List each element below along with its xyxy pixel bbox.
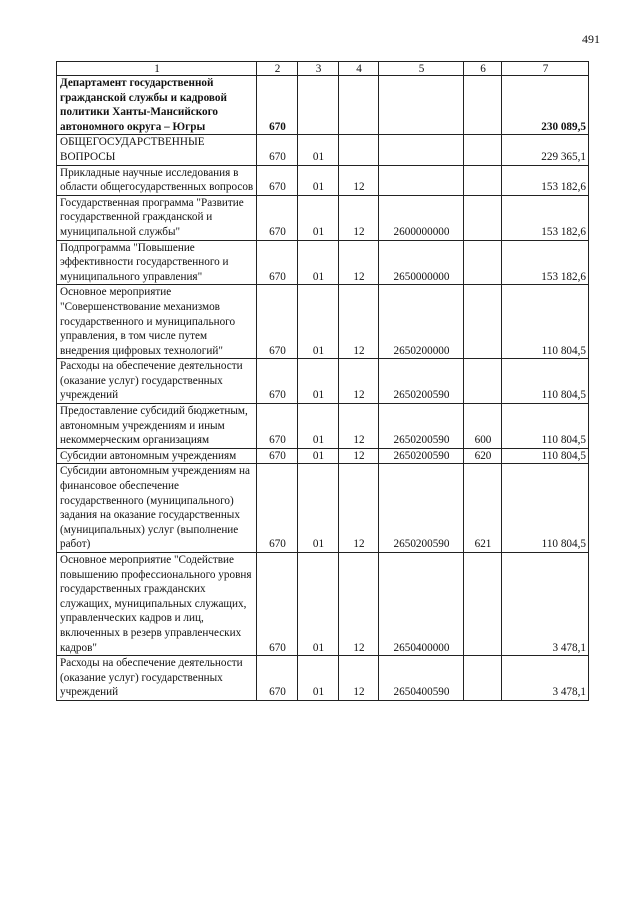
subsection-cell bbox=[339, 76, 379, 135]
section-cell: 01 bbox=[298, 285, 339, 359]
target-article-cell: 2650200590 bbox=[379, 404, 464, 449]
code-admin-cell: 670 bbox=[257, 135, 298, 165]
row-name-cell: Субсидии автономным учреждениям bbox=[57, 448, 257, 464]
amount-cell: 3 478,1 bbox=[502, 656, 589, 701]
expense-type-cell bbox=[464, 165, 502, 195]
subsection-cell: 12 bbox=[339, 240, 379, 285]
subsection-cell: 12 bbox=[339, 404, 379, 449]
table-body bbox=[57, 76, 589, 701]
target-article-cell bbox=[379, 76, 464, 135]
column-header: 7 bbox=[502, 62, 589, 76]
row-name-cell: Расходы на обеспечение деятельности (оказание услуг) государственных учреждений bbox=[57, 359, 257, 404]
target-article-cell: 2650200000 bbox=[379, 285, 464, 359]
header-row bbox=[57, 62, 589, 76]
target-article-cell: 2650000000 bbox=[379, 240, 464, 285]
subsection-cell: 12 bbox=[339, 165, 379, 195]
table-row bbox=[57, 553, 589, 656]
table-row bbox=[57, 404, 589, 449]
expense-type-cell: 621 bbox=[464, 464, 502, 553]
subsection-cell bbox=[339, 135, 379, 165]
row-name-cell: Государственная программа "Развитие государственной гражданской и муниципальной службы" bbox=[57, 195, 257, 240]
amount-cell: 153 182,6 bbox=[502, 165, 589, 195]
subsection-cell: 12 bbox=[339, 285, 379, 359]
table-row bbox=[57, 448, 589, 464]
target-article-cell: 2650400590 bbox=[379, 656, 464, 701]
expense-type-cell: 600 bbox=[464, 404, 502, 449]
row-name-cell: Предоставление субсидий бюджетным, автономным учреждениям и иным некоммерческим организациям bbox=[57, 404, 257, 449]
column-header: 4 bbox=[339, 62, 379, 76]
expense-type-cell: 620 bbox=[464, 448, 502, 464]
code-admin-cell: 670 bbox=[257, 448, 298, 464]
amount-cell: 3 478,1 bbox=[502, 553, 589, 656]
code-admin-cell: 670 bbox=[257, 165, 298, 195]
row-name-cell: Основное мероприятие "Содействие повышению профессионального уровня государственных гражданских служащих, муниципальных служащих, управленческих кадров и лиц, включенных в резерв управленческих кадров" bbox=[57, 553, 257, 656]
table-row bbox=[57, 359, 589, 404]
column-header: 3 bbox=[298, 62, 339, 76]
code-admin-cell: 670 bbox=[257, 195, 298, 240]
row-name-cell: Подпрограмма "Повышение эффективности государственного и муниципального управления" bbox=[57, 240, 257, 285]
column-header: 1 bbox=[57, 62, 257, 76]
column-header: 2 bbox=[257, 62, 298, 76]
row-name-cell: Основное мероприятие "Совершенствование механизмов государственного и муниципального управления, в том числе путем внедрения цифровых технологий" bbox=[57, 285, 257, 359]
subsection-cell: 12 bbox=[339, 464, 379, 553]
amount-cell: 153 182,6 bbox=[502, 195, 589, 240]
table-row bbox=[57, 656, 589, 701]
target-article-cell: 2650200590 bbox=[379, 359, 464, 404]
amount-cell: 110 804,5 bbox=[502, 464, 589, 553]
expense-type-cell bbox=[464, 195, 502, 240]
expense-type-cell bbox=[464, 76, 502, 135]
section-cell: 01 bbox=[298, 656, 339, 701]
target-article-cell: 2650400000 bbox=[379, 553, 464, 656]
code-admin-cell: 670 bbox=[257, 553, 298, 656]
row-name-cell: Субсидии автономным учреждениям на финансовое обеспечение государственного (муниципального) задания на оказание государственных (муниципальных) услуг (выполнение работ) bbox=[57, 464, 257, 553]
column-header: 6 bbox=[464, 62, 502, 76]
table-row bbox=[57, 165, 589, 195]
section-cell bbox=[298, 76, 339, 135]
subsection-cell: 12 bbox=[339, 656, 379, 701]
table-row bbox=[57, 285, 589, 359]
subsection-cell: 12 bbox=[339, 448, 379, 464]
section-cell: 01 bbox=[298, 464, 339, 553]
expense-type-cell bbox=[464, 553, 502, 656]
row-name-cell: Департамент государственной гражданской службы и кадровой политики Ханты-Мансийского автономного округа – Югры bbox=[57, 76, 257, 135]
code-admin-cell: 670 bbox=[257, 76, 298, 135]
page-number: 491 bbox=[582, 32, 600, 46]
code-admin-cell: 670 bbox=[257, 464, 298, 553]
section-cell: 01 bbox=[298, 553, 339, 656]
expense-type-cell bbox=[464, 285, 502, 359]
target-article-cell: 2600000000 bbox=[379, 195, 464, 240]
section-cell: 01 bbox=[298, 448, 339, 464]
table-row bbox=[57, 464, 589, 553]
code-admin-cell: 670 bbox=[257, 240, 298, 285]
amount-cell: 110 804,5 bbox=[502, 285, 589, 359]
table-row bbox=[57, 240, 589, 285]
expense-type-cell bbox=[464, 656, 502, 701]
section-cell: 01 bbox=[298, 165, 339, 195]
section-cell: 01 bbox=[298, 359, 339, 404]
expense-type-cell bbox=[464, 135, 502, 165]
section-cell: 01 bbox=[298, 404, 339, 449]
expense-type-cell bbox=[464, 240, 502, 285]
subsection-cell: 12 bbox=[339, 553, 379, 656]
amount-cell: 110 804,5 bbox=[502, 359, 589, 404]
subsection-cell: 12 bbox=[339, 359, 379, 404]
code-admin-cell: 670 bbox=[257, 656, 298, 701]
section-cell: 01 bbox=[298, 240, 339, 285]
section-cell: 01 bbox=[298, 135, 339, 165]
section-cell: 01 bbox=[298, 195, 339, 240]
row-name-cell: Расходы на обеспечение деятельности (оказание услуг) государственных учреждений bbox=[57, 656, 257, 701]
expense-type-cell bbox=[464, 359, 502, 404]
table-row bbox=[57, 76, 589, 135]
target-article-cell: 2650200590 bbox=[379, 448, 464, 464]
code-admin-cell: 670 bbox=[257, 285, 298, 359]
row-name-cell: ОБЩЕГОСУДАРСТВЕННЫЕ ВОПРОСЫ bbox=[57, 135, 257, 165]
amount-cell: 229 365,1 bbox=[502, 135, 589, 165]
amount-cell: 153 182,6 bbox=[502, 240, 589, 285]
code-admin-cell: 670 bbox=[257, 359, 298, 404]
target-article-cell: 2650200590 bbox=[379, 464, 464, 553]
target-article-cell bbox=[379, 165, 464, 195]
amount-cell: 230 089,5 bbox=[502, 76, 589, 135]
table-row bbox=[57, 135, 589, 165]
subsection-cell: 12 bbox=[339, 195, 379, 240]
amount-cell: 110 804,5 bbox=[502, 448, 589, 464]
amount-cell: 110 804,5 bbox=[502, 404, 589, 449]
code-admin-cell: 670 bbox=[257, 404, 298, 449]
target-article-cell bbox=[379, 135, 464, 165]
table-row bbox=[57, 195, 589, 240]
column-header: 5 bbox=[379, 62, 464, 76]
budget-table bbox=[56, 61, 589, 701]
row-name-cell: Прикладные научные исследования в области общегосударственных вопросов bbox=[57, 165, 257, 195]
